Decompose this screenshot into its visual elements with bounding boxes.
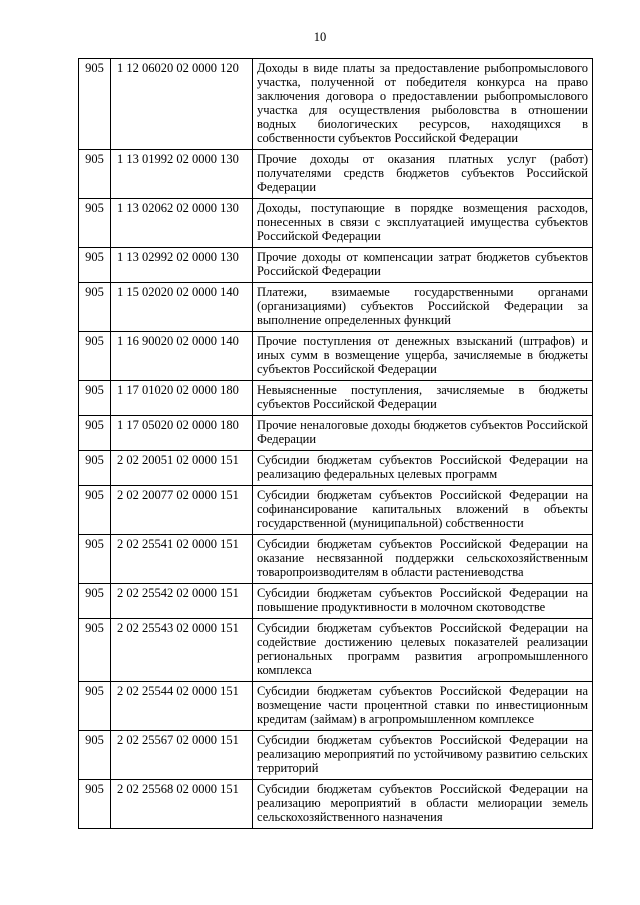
table-row <box>79 199 593 248</box>
admin-code-cell: 905 <box>79 451 111 486</box>
budget-code-cell: 1 15 02020 02 0000 140 <box>111 283 253 332</box>
admin-code-cell: 905 <box>79 59 111 150</box>
admin-code-cell: 905 <box>79 780 111 829</box>
budget-code-cell: 1 17 01020 02 0000 180 <box>111 381 253 416</box>
table-row <box>79 451 593 486</box>
budget-code-cell: 2 02 25568 02 0000 151 <box>111 780 253 829</box>
description-cell: Субсидии бюджетам субъектов Российской Федерации на реализацию мероприятий в области мелиорации земель сельскохозяйственного назначения <box>253 780 593 829</box>
table-row <box>79 332 593 381</box>
table-row <box>79 486 593 535</box>
table-body <box>79 59 593 829</box>
admin-code-cell: 905 <box>79 381 111 416</box>
budget-code-cell: 2 02 20077 02 0000 151 <box>111 486 253 535</box>
admin-code-cell: 905 <box>79 486 111 535</box>
admin-code-cell: 905 <box>79 731 111 780</box>
table-row <box>79 584 593 619</box>
description-cell: Прочие поступления от денежных взысканий (штрафов) и иных сумм в возмещение ущерба, зачисляемые в бюджеты субъектов Российской Федерации <box>253 332 593 381</box>
revenue-codes-table <box>78 58 593 829</box>
admin-code-cell: 905 <box>79 584 111 619</box>
admin-code-cell: 905 <box>79 619 111 682</box>
table-row <box>79 416 593 451</box>
description-cell: Субсидии бюджетам субъектов Российской Федерации на возмещение части процентной ставки по инвестиционным кредитам (займам) в агропромышленном комплексе <box>253 682 593 731</box>
description-cell: Субсидии бюджетам субъектов Российской Федерации на реализацию мероприятий по устойчивому развитию сельских территорий <box>253 731 593 780</box>
description-cell: Невыясненные поступления, зачисляемые в бюджеты субъектов Российской Федерации <box>253 381 593 416</box>
budget-code-cell: 1 13 01992 02 0000 130 <box>111 150 253 199</box>
budget-code-cell: 2 02 25542 02 0000 151 <box>111 584 253 619</box>
admin-code-cell: 905 <box>79 199 111 248</box>
table-row <box>79 619 593 682</box>
budget-code-cell: 2 02 25567 02 0000 151 <box>111 731 253 780</box>
admin-code-cell: 905 <box>79 248 111 283</box>
description-cell: Платежи, взимаемые государственными органами (организациями) субъектов Российской Федерации за выполнение определенных функций <box>253 283 593 332</box>
description-cell: Прочие неналоговые доходы бюджетов субъектов Российской Федерации <box>253 416 593 451</box>
description-cell: Субсидии бюджетам субъектов Российской Федерации на повышение продуктивности в молочном скотоводстве <box>253 584 593 619</box>
description-cell: Субсидии бюджетам субъектов Российской Федерации на софинансирование капитальных вложений в объекты государственной (муниципальной) собственности <box>253 486 593 535</box>
admin-code-cell: 905 <box>79 535 111 584</box>
description-cell: Прочие доходы от компенсации затрат бюджетов субъектов Российской Федерации <box>253 248 593 283</box>
admin-code-cell: 905 <box>79 332 111 381</box>
table-row <box>79 381 593 416</box>
budget-code-cell: 2 02 20051 02 0000 151 <box>111 451 253 486</box>
table-row <box>79 150 593 199</box>
admin-code-cell: 905 <box>79 283 111 332</box>
budget-code-cell: 2 02 25541 02 0000 151 <box>111 535 253 584</box>
admin-code-cell: 905 <box>79 416 111 451</box>
description-cell: Доходы, поступающие в порядке возмещения расходов, понесенных в связи с эксплуатацией имущества субъектов Российской Федерации <box>253 199 593 248</box>
description-cell: Прочие доходы от оказания платных услуг (работ) получателями средств бюджетов субъектов Российской Федерации <box>253 150 593 199</box>
description-cell: Доходы в виде платы за предоставление рыбопромыслового участка, полученной от победителя конкурса на право заключения договора о предоставлении рыбопромыслового участка для осуществления рыболовства в отношении водных биологических ресурсов, находящихся в собственности субъектов Российской Федерации <box>253 59 593 150</box>
table-row <box>79 248 593 283</box>
budget-code-cell: 1 13 02062 02 0000 130 <box>111 199 253 248</box>
admin-code-cell: 905 <box>79 150 111 199</box>
table-row <box>79 283 593 332</box>
budget-code-cell: 2 02 25544 02 0000 151 <box>111 682 253 731</box>
admin-code-cell: 905 <box>79 682 111 731</box>
budget-code-cell: 1 17 05020 02 0000 180 <box>111 416 253 451</box>
table-row <box>79 535 593 584</box>
budget-code-cell: 1 12 06020 02 0000 120 <box>111 59 253 150</box>
description-cell: Субсидии бюджетам субъектов Российской Федерации на оказание несвязанной поддержки сельскохозяйственным товаропроизводителям в области растениеводства <box>253 535 593 584</box>
description-cell: Субсидии бюджетам субъектов Российской Федерации на реализацию федеральных целевых программ <box>253 451 593 486</box>
budget-code-cell: 2 02 25543 02 0000 151 <box>111 619 253 682</box>
description-cell: Субсидии бюджетам субъектов Российской Федерации на содействие достижению целевых показателей реализации региональных программ развития агропромышленного комплекса <box>253 619 593 682</box>
budget-code-cell: 1 16 90020 02 0000 140 <box>111 332 253 381</box>
table-row <box>79 780 593 829</box>
table-row <box>79 59 593 150</box>
budget-code-cell: 1 13 02992 02 0000 130 <box>111 248 253 283</box>
page-number: 10 <box>313 30 327 44</box>
table-row <box>79 682 593 731</box>
table-row <box>79 731 593 780</box>
